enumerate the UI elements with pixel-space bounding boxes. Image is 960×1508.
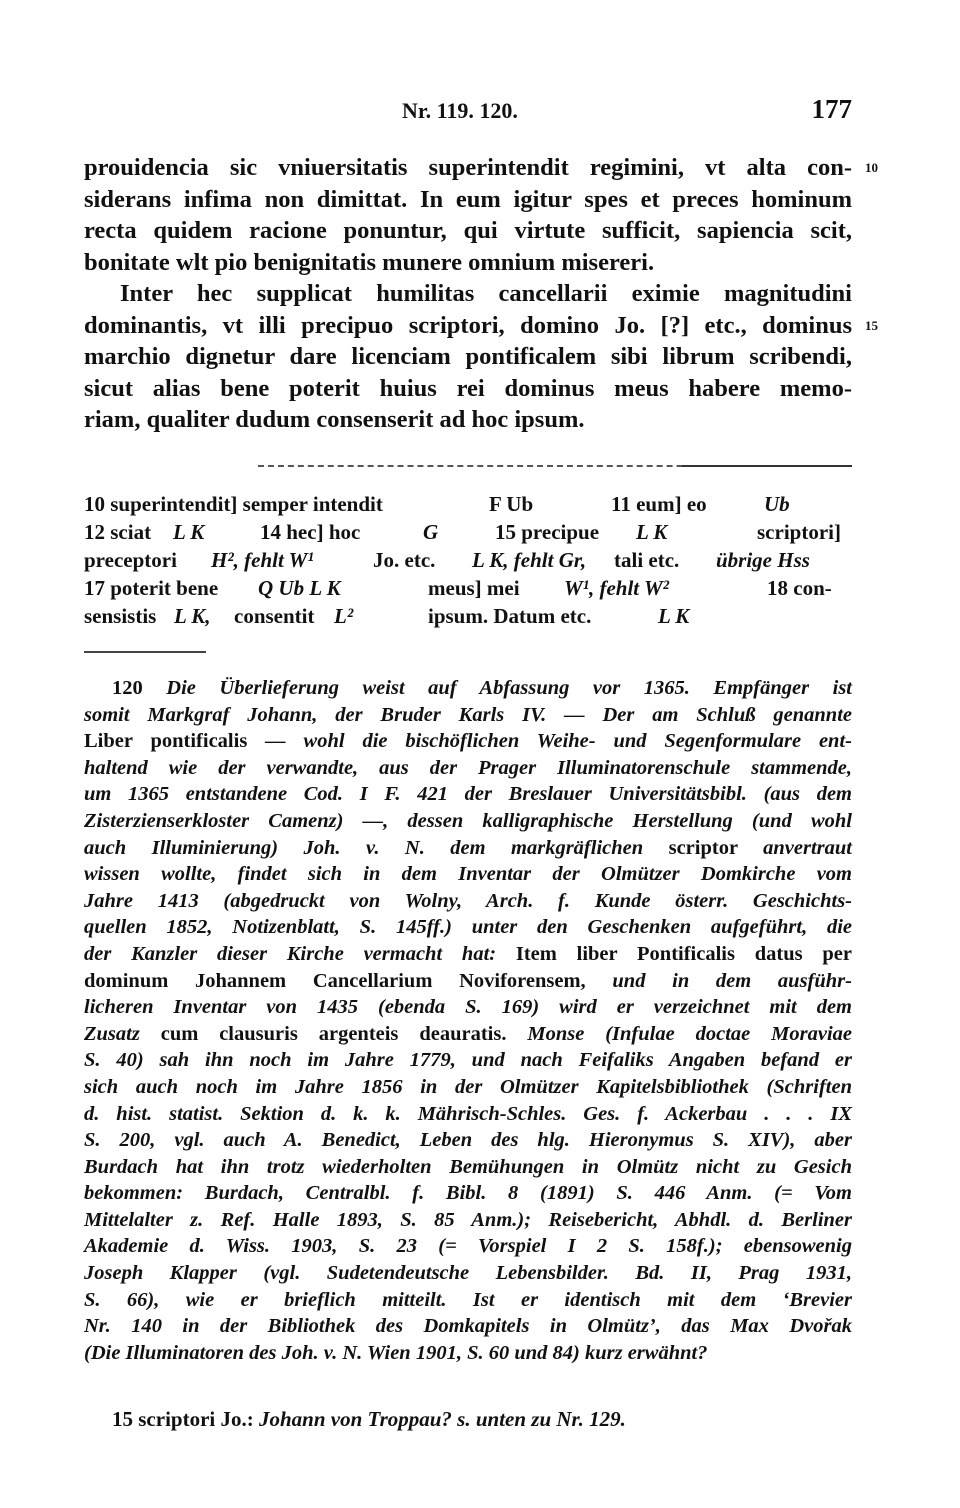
commentary-line: Liber pontificalis — wohl die bischöflichen Weihe- und Segenformulare ent- <box>84 730 852 753</box>
commentary-line: quellen 1852, Notizenblatt, S. 145ff.) unter den Geschenken aufgeführt, die <box>84 916 852 939</box>
commentary-line: sich auch noch im Jahre 1856 in der Olmützer Kapitelsbibliothek (Schriften <box>84 1075 852 1098</box>
commentary-line: S. 200, vgl. auch A. Benedict, Leben des hlg. Hieronymus S. XIV), aber <box>84 1129 852 1152</box>
text-line: bonitate wlt pio benignitatis munere omnium misereri. <box>84 248 655 276</box>
commentary-line: dominum Johannem Cancellarium Noviforensem, und in dem ausführ- <box>84 969 852 992</box>
commentary-line: auch Illuminierung) Joh. v. N. dem markgräflichen scriptor anvertraut <box>84 836 852 859</box>
commentary-line: Akademie d. Wiss. 1903, S. 23 (= Vorspiel I 2 S. 158f.); ebensowenig <box>84 1235 852 1258</box>
commentary-line: Nr. 140 in der Bibliothek des Domkapitels in Olmütz’, das Max Dvořak <box>84 1315 852 1338</box>
text-line: prouidencia sic vniuersitatis superintendit regimini, vt alta con- 10 <box>84 152 852 184</box>
text-line: sicut alias bene poterit huius rei dominus meus habere memo- <box>84 374 852 402</box>
commentary-line: somit Markgraf Johann, der Bruder Karls IV. — Der am Schluß genannte <box>84 703 852 726</box>
commentary-line: Burdach hat ihn trotz wiederholten Bemühungen in Olmütz nicht zu Gesich <box>84 1155 852 1178</box>
separator-rule <box>84 651 206 653</box>
commentary-line: S. 66), wie er brieflich mitteilt. Ist er identisch mit dem ‘Brevier <box>84 1288 852 1311</box>
commentary <box>84 675 852 1366</box>
commentary-line: Mittelalter z. Ref. Halle 1893, S. 85 Anm.); Reisebericht, Abhdl. d. Berliner <box>84 1208 852 1231</box>
line-number: 10 <box>865 160 878 175</box>
text-line: siderans infima non dimittat. In eum igitur spes et preces hominum <box>84 185 852 213</box>
page-number: 177 <box>811 94 852 124</box>
line-number: 15 <box>865 317 878 333</box>
document-number: Nr. 119. 120. <box>402 98 518 123</box>
apparatus-row: preceptori H², fehlt W¹ Jo. etc. L K, fehlt Gr, tali etc. übrige Hss <box>84 548 810 572</box>
page-header <box>84 92 852 132</box>
commentary-line: Joseph Klapper (vgl. Sudetendeutsche Lebensbilder. Bd. II, Prag 1931, <box>84 1262 852 1285</box>
text-line: marchio dignetur dare licenciam pontificalem sibi librum scribendi, <box>84 343 852 370</box>
commentary-line: (Die Illuminatoren des Joh. v. N. Wien 1901, S. 60 und 84) kurz erwähnt? <box>84 1341 708 1364</box>
commentary-line: licheren Inventar von 1435 (ebenda S. 169) wird er verzeichnet mit dem <box>84 996 852 1019</box>
commentary-line: der Kanzler dieser Kirche vermacht hat: Item liber Pontificalis datus per <box>84 942 852 965</box>
commentary-line: 120 Die Überlieferung weist auf Abfassung vor 1365. Empfänger ist <box>112 677 852 699</box>
text-line: riam, qualiter dudum consenserit ad hoc ipsum. <box>84 406 585 433</box>
apparatus-row: sensistis L K, consentit L² ipsum. Datum etc. L K <box>84 604 690 628</box>
commentary-line: um 1365 entstandene Cod. I F. 421 der Breslauer Universitätsbibl. (aus dem <box>84 783 852 806</box>
text-line: recta quidem racione ponuntur, qui virtute sufficit, sapiencia scit, <box>84 217 852 244</box>
critical-apparatus <box>84 490 852 630</box>
commentary-line: Jahre 1413 (abgedruckt von Wolny, Arch. f. Kunde österr. Geschichts- <box>84 889 852 912</box>
commentary-line: Zusatz cum clausuris argenteis deauratis. Monse (Infulae doctae Moraviae <box>84 1022 852 1045</box>
apparatus-row: 10 superintendit] semper intendit F Ub 11 eum] eo Ub <box>84 492 790 516</box>
main-text <box>84 152 878 436</box>
apparatus-row: 12 sciat L K 14 hec] hoc G 15 precipue L K scriptori] <box>84 520 841 544</box>
separator-rule <box>258 465 852 467</box>
footnote: 15 scriptori Jo.: Johann von Troppau? s. unten zu Nr. 129. <box>112 1407 626 1431</box>
text-line: dominantis, vt illi precipuo scriptori, domino Jo. [?] etc., dominus 15 <box>84 310 852 342</box>
commentary-line: wissen wollte, findet sich in dem Inventar der Olmützer Domkirche vom <box>84 863 852 886</box>
commentary-line: haltend wie der verwandte, aus der Prager Illuminatorenschule stammende, <box>84 756 852 779</box>
commentary-line: Zisterzienserkloster Camenz) —, dessen kalligraphische Herstellung (und wohl <box>84 809 852 832</box>
commentary-line: S. 40) sah ihn noch im Jahre 1779, und nach Feifaliks Angaben befand er <box>84 1049 852 1072</box>
apparatus-row: 17 poterit bene Q Ub L K meus] mei W¹, fehlt W² 18 con- <box>84 576 832 600</box>
text-line: Inter hec supplicat humilitas cancellarii eximie magnitudini <box>120 280 852 307</box>
commentary-line: d. hist. statist. Sektion d. k. k. Mährisch-Schles. Ges. f. Ackerbau . . . IX <box>84 1102 852 1125</box>
commentary-line: bekommen: Burdach, Centralbl. f. Bibl. 8 (1891) S. 446 Anm. (= Vom <box>84 1182 852 1205</box>
